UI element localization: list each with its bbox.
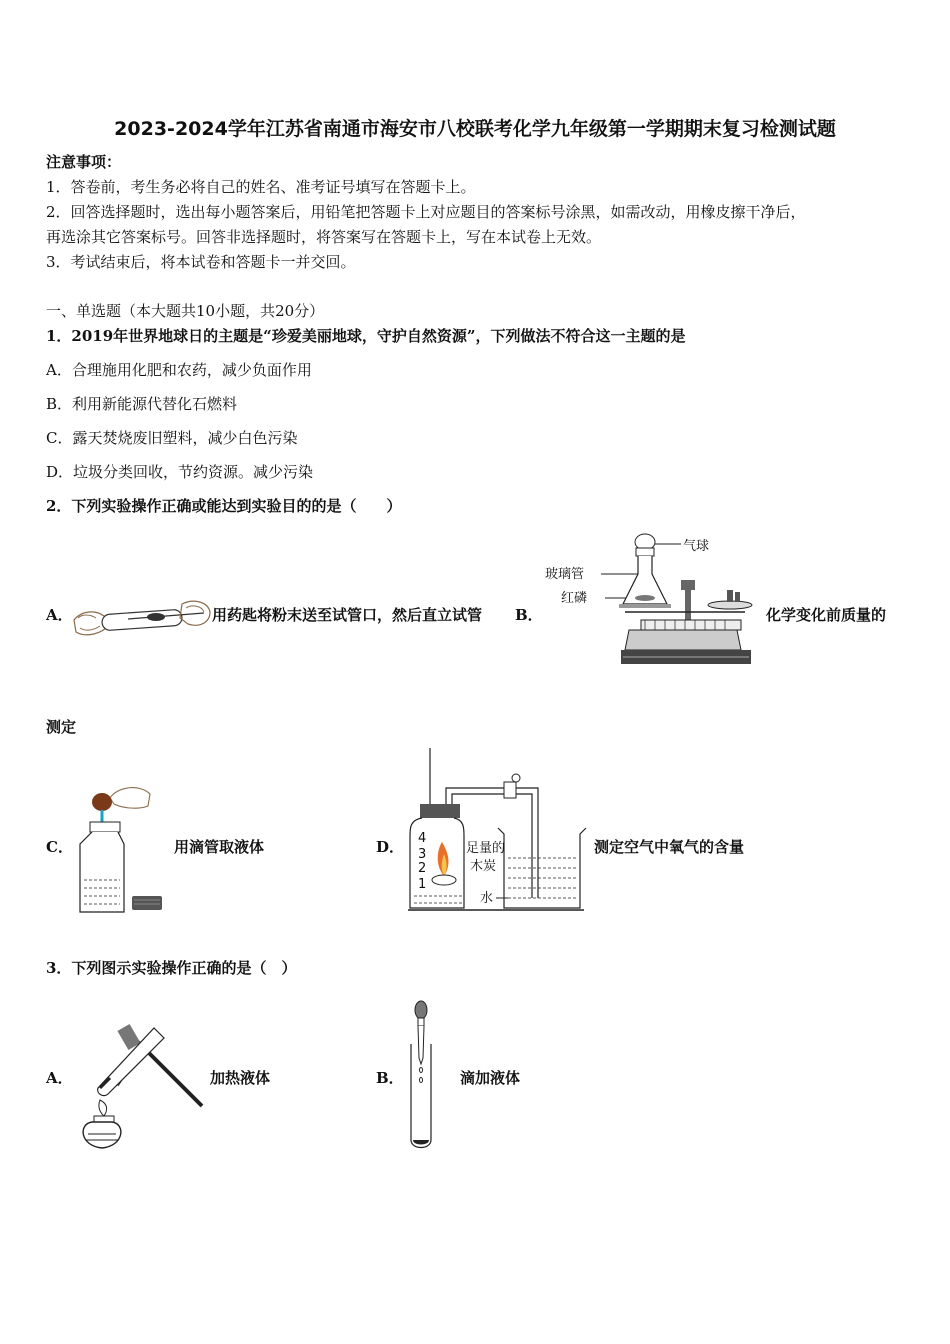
notice-item: 1．答卷前，考生务必将自己的姓名、准考证号填写在答题卡上。 [46,178,476,196]
q1-stem: 1．2019年世界地球日的主题是“珍爱美丽地球，守护自然资源”，下列做法不符合这一主题的是 [46,327,686,345]
q2-b-text-cont: 测定 [46,718,77,736]
notice-heading: 注意事项： [46,153,122,171]
q3-a-label: A． [46,1069,73,1087]
page-title: 2023-2024学年江苏省南通市海安市八校联考化学九年级第一学期期末复习检测试题 [114,118,836,140]
dropping-liquid-figure [406,1000,440,1152]
q2-c-text: 用滴管取液体 [174,838,265,856]
notice-item: 2．回答选择题时，选出每小题答案后，用铅笔把答题卡上对应题目的答案标号涂黑，如需改动，用橡皮擦干净后， [46,203,806,221]
q1-option-b: B．利用新能源代替化石燃料 [46,395,238,413]
balloon-label: 气球 [683,539,710,554]
notice-item: 3．考试结束后，将本试卷和答题卡一并交回。 [46,253,356,271]
notice-item: 再选涂其它答案标号。回答非选择题时，将答案写在答题卡上，写在本试卷上无效。 [46,228,602,246]
q3-a-text: 加热液体 [210,1069,271,1087]
q1-option-a: A．合理施用化肥和农药，减少负面作用 [46,361,312,379]
red-phosphorus-label: 红磷 [561,591,588,606]
q2-d-text: 测定空气中氧气的含量 [594,838,745,856]
charcoal-label: 足量的 [466,841,506,856]
q3-b-label: B． [376,1069,404,1087]
q3-stem: 3．下列图示实验操作正确的是（ ） [46,959,297,977]
heating-liquid-figure [78,1020,208,1152]
q3-b-text: 滴加液体 [460,1069,521,1087]
section-heading: 一、单选题（本大题共10小题，共20分） [46,302,325,320]
oxygen-measurement-figure [404,748,588,916]
scale-mark: 4 [418,831,427,846]
scale-mark: 1 [418,877,427,892]
q1-option-d: D．垃圾分类回收，节约资源。减少污染 [46,463,314,481]
water-label: 水 [480,891,494,906]
q2-d-label: D． [376,838,405,856]
spatula-test-tube-figure [72,598,212,650]
q2-stem: 2．下列实验操作正确或能达到实验目的的是（ ） [46,497,402,515]
balance-flask-figure [545,530,760,670]
q2-c-label: C． [46,838,73,856]
scale-mark: 3 [418,847,427,862]
glass-tube-label: 玻璃管 [545,567,585,582]
scale-mark: 2 [418,861,427,876]
q2-a-label: A． [46,606,73,624]
q1-option-c: C．露天焚烧废旧塑料，减少白色污染 [46,429,298,447]
q2-a-text: 用药匙将粉末送至试管口，然后直立试管 [212,606,483,624]
q2-b-text: 化学变化前质量的 [766,606,887,624]
dropper-bottle-figure [74,780,166,916]
charcoal-label: 木炭 [470,859,497,874]
q2-b-label: B． [515,606,543,624]
